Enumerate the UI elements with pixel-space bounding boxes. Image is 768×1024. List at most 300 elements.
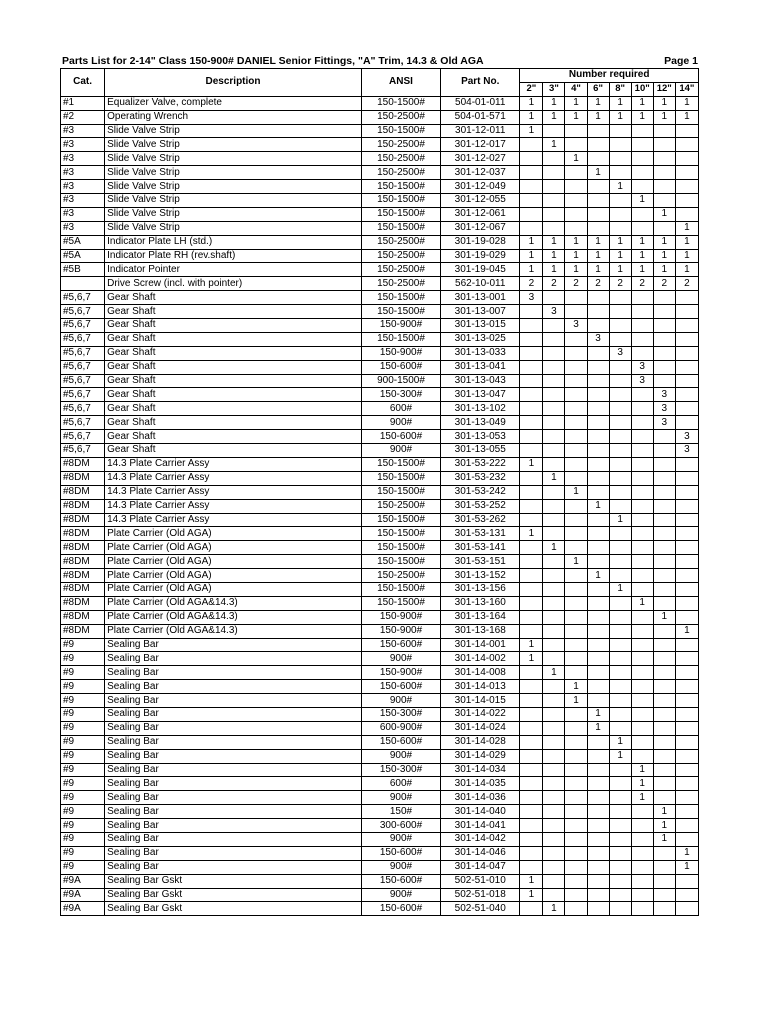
cell-qty-8in <box>609 485 631 499</box>
cell-qty-12in: 1 <box>653 96 675 110</box>
cell-description: Gear Shaft <box>105 360 362 374</box>
cell-ansi: 150-900# <box>361 346 440 360</box>
table-row <box>61 124 699 138</box>
cell-qty-12in: 3 <box>653 402 675 416</box>
cell-qty-8in <box>609 666 631 680</box>
cell-cat: #3 <box>61 207 105 221</box>
cell-qty-6in <box>587 138 609 152</box>
cell-qty-12in <box>653 902 675 916</box>
cell-qty-14in <box>675 124 698 138</box>
cell-qty-4in: 1 <box>565 485 587 499</box>
cell-qty-12in <box>653 638 675 652</box>
cell-qty-10in: 1 <box>631 777 653 791</box>
cell-description: Plate Carrier (Old AGA) <box>105 527 362 541</box>
cell-qty-4in <box>565 388 587 402</box>
cell-qty-3in: 1 <box>543 235 565 249</box>
cell-qty-8in <box>609 860 631 874</box>
cell-qty-12in <box>653 360 675 374</box>
cell-qty-14in <box>675 805 698 819</box>
cell-qty-2in <box>520 735 543 749</box>
cell-qty-14in <box>675 513 698 527</box>
table-row <box>61 291 699 305</box>
cell-qty-4in: 1 <box>565 110 587 124</box>
cell-qty-12in <box>653 721 675 735</box>
cell-qty-4in <box>565 888 587 902</box>
cell-part-no: 301-53-222 <box>441 457 520 471</box>
cell-qty-10in <box>631 707 653 721</box>
cell-qty-14in <box>675 346 698 360</box>
cell-qty-3in <box>543 791 565 805</box>
table-row <box>61 805 699 819</box>
cell-qty-3in <box>543 749 565 763</box>
cell-qty-4in <box>565 207 587 221</box>
cell-qty-6in <box>587 791 609 805</box>
cell-qty-8in <box>609 902 631 916</box>
cell-qty-14in <box>675 707 698 721</box>
cell-description: 14.3 Plate Carrier Assy <box>105 457 362 471</box>
cell-qty-14in <box>675 207 698 221</box>
cell-qty-6in <box>587 485 609 499</box>
cell-qty-12in <box>653 694 675 708</box>
cell-qty-14in <box>675 777 698 791</box>
header-size: 2" <box>520 82 543 96</box>
cell-ansi: 150-600# <box>361 846 440 860</box>
cell-qty-2in <box>520 569 543 583</box>
cell-qty-12in <box>653 555 675 569</box>
cell-ansi: 150-1500# <box>361 332 440 346</box>
cell-qty-8in <box>609 832 631 846</box>
cell-qty-8in <box>609 402 631 416</box>
cell-qty-6in <box>587 416 609 430</box>
header-part-no: Part No. <box>441 69 520 97</box>
cell-qty-12in: 1 <box>653 249 675 263</box>
cell-qty-2in <box>520 819 543 833</box>
cell-qty-4in <box>565 527 587 541</box>
cell-ansi: 900# <box>361 444 440 458</box>
cell-part-no: 301-14-034 <box>441 763 520 777</box>
cell-ansi: 900# <box>361 694 440 708</box>
cell-qty-6in <box>587 360 609 374</box>
cell-qty-14in <box>675 485 698 499</box>
cell-qty-10in <box>631 319 653 333</box>
cell-qty-6in <box>587 888 609 902</box>
cell-cat: #9 <box>61 805 105 819</box>
cell-qty-14in <box>675 874 698 888</box>
cell-qty-2in: 1 <box>520 96 543 110</box>
table-row <box>61 555 699 569</box>
cell-ansi: 150-600# <box>361 902 440 916</box>
cell-qty-4in <box>565 721 587 735</box>
cell-ansi: 150-1500# <box>361 207 440 221</box>
cell-ansi: 900# <box>361 749 440 763</box>
cell-ansi: 150-2500# <box>361 138 440 152</box>
cell-qty-6in <box>587 749 609 763</box>
table-row <box>61 638 699 652</box>
cell-description: Plate Carrier (Old AGA) <box>105 541 362 555</box>
cell-ansi: 150-2500# <box>361 249 440 263</box>
cell-qty-14in <box>675 832 698 846</box>
table-row <box>61 652 699 666</box>
table-row <box>61 96 699 110</box>
cell-qty-14in <box>675 652 698 666</box>
cell-qty-2in <box>520 152 543 166</box>
cell-qty-14in <box>675 735 698 749</box>
cell-qty-12in <box>653 194 675 208</box>
cell-qty-8in <box>609 541 631 555</box>
table-row <box>61 541 699 555</box>
cell-ansi: 150-2500# <box>361 152 440 166</box>
cell-qty-3in <box>543 513 565 527</box>
cell-part-no: 301-12-011 <box>441 124 520 138</box>
cell-qty-4in <box>565 860 587 874</box>
cell-qty-4in <box>565 430 587 444</box>
cell-part-no: 301-13-053 <box>441 430 520 444</box>
cell-qty-12in <box>653 152 675 166</box>
cell-qty-12in <box>653 624 675 638</box>
cell-qty-3in: 1 <box>543 666 565 680</box>
cell-qty-6in <box>587 805 609 819</box>
cell-qty-4in <box>565 444 587 458</box>
cell-description: Operating Wrench <box>105 110 362 124</box>
cell-qty-4in <box>565 346 587 360</box>
cell-qty-3in <box>543 430 565 444</box>
cell-qty-10in <box>631 541 653 555</box>
cell-qty-8in <box>609 166 631 180</box>
cell-qty-10in: 2 <box>631 277 653 291</box>
cell-description: Gear Shaft <box>105 319 362 333</box>
cell-qty-4in <box>565 180 587 194</box>
cell-qty-4in <box>565 735 587 749</box>
cell-qty-12in <box>653 374 675 388</box>
cell-qty-12in <box>653 124 675 138</box>
cell-qty-14in <box>675 582 698 596</box>
cell-description: Plate Carrier (Old AGA) <box>105 569 362 583</box>
cell-qty-3in <box>543 332 565 346</box>
cell-qty-6in <box>587 471 609 485</box>
cell-qty-10in <box>631 388 653 402</box>
cell-qty-10in: 1 <box>631 791 653 805</box>
cell-qty-3in <box>543 777 565 791</box>
cell-qty-2in <box>520 555 543 569</box>
cell-qty-2in <box>520 180 543 194</box>
cell-part-no: 301-53-262 <box>441 513 520 527</box>
cell-qty-10in <box>631 221 653 235</box>
cell-qty-6in <box>587 874 609 888</box>
cell-qty-6in <box>587 430 609 444</box>
cell-qty-12in <box>653 763 675 777</box>
table-row <box>61 596 699 610</box>
table-row <box>61 527 699 541</box>
cell-cat: #5,6,7 <box>61 291 105 305</box>
cell-cat: #8DM <box>61 527 105 541</box>
table-row <box>61 707 699 721</box>
cell-qty-14in <box>675 763 698 777</box>
cell-qty-8in <box>609 430 631 444</box>
cell-description: 14.3 Plate Carrier Assy <box>105 513 362 527</box>
cell-cat: #2 <box>61 110 105 124</box>
cell-qty-6in <box>587 860 609 874</box>
cell-cat: #9 <box>61 846 105 860</box>
cell-qty-12in: 1 <box>653 263 675 277</box>
cell-qty-4in <box>565 874 587 888</box>
cell-ansi: 900# <box>361 416 440 430</box>
cell-part-no: 301-14-047 <box>441 860 520 874</box>
table-row <box>61 388 699 402</box>
cell-description: Slide Valve Strip <box>105 194 362 208</box>
cell-qty-3in <box>543 207 565 221</box>
cell-qty-2in <box>520 763 543 777</box>
cell-qty-6in: 1 <box>587 569 609 583</box>
cell-qty-4in <box>565 471 587 485</box>
cell-qty-8in <box>609 638 631 652</box>
cell-qty-10in: 3 <box>631 374 653 388</box>
cell-ansi: 900-1500# <box>361 374 440 388</box>
cell-qty-3in <box>543 805 565 819</box>
cell-qty-4in: 1 <box>565 249 587 263</box>
cell-description: Gear Shaft <box>105 346 362 360</box>
cell-qty-4in <box>565 624 587 638</box>
cell-qty-4in <box>565 596 587 610</box>
cell-part-no: 301-53-141 <box>441 541 520 555</box>
cell-qty-8in <box>609 499 631 513</box>
cell-qty-4in: 1 <box>565 263 587 277</box>
cell-cat: #9 <box>61 694 105 708</box>
cell-cat: #8DM <box>61 541 105 555</box>
cell-qty-14in <box>675 152 698 166</box>
cell-qty-10in <box>631 444 653 458</box>
cell-qty-3in: 1 <box>543 110 565 124</box>
cell-part-no: 301-14-028 <box>441 735 520 749</box>
cell-cat: #8DM <box>61 499 105 513</box>
cell-qty-2in: 1 <box>520 457 543 471</box>
cell-qty-10in <box>631 805 653 819</box>
table-row <box>61 180 699 194</box>
cell-qty-12in <box>653 471 675 485</box>
cell-qty-3in <box>543 874 565 888</box>
cell-part-no: 301-13-007 <box>441 305 520 319</box>
cell-qty-6in <box>587 735 609 749</box>
cell-description: Sealing Bar <box>105 735 362 749</box>
cell-qty-8in <box>609 721 631 735</box>
cell-qty-3in: 1 <box>543 541 565 555</box>
header-ansi: ANSI <box>361 69 440 97</box>
cell-qty-3in <box>543 291 565 305</box>
cell-cat: #5,6,7 <box>61 388 105 402</box>
cell-qty-8in <box>609 332 631 346</box>
cell-part-no: 301-12-027 <box>441 152 520 166</box>
cell-qty-6in <box>587 777 609 791</box>
cell-qty-2in: 1 <box>520 235 543 249</box>
cell-qty-2in <box>520 832 543 846</box>
cell-qty-2in <box>520 694 543 708</box>
table-row <box>61 902 699 916</box>
cell-qty-14in <box>675 388 698 402</box>
cell-part-no: 301-13-001 <box>441 291 520 305</box>
cell-description: Sealing Bar <box>105 763 362 777</box>
cell-qty-4in <box>565 569 587 583</box>
table-row <box>61 860 699 874</box>
cell-qty-6in: 1 <box>587 235 609 249</box>
cell-qty-2in <box>520 485 543 499</box>
cell-cat: #9 <box>61 652 105 666</box>
cell-description: Slide Valve Strip <box>105 221 362 235</box>
cell-qty-12in <box>653 888 675 902</box>
table-row <box>61 457 699 471</box>
cell-qty-14in <box>675 888 698 902</box>
cell-qty-10in <box>631 680 653 694</box>
cell-qty-10in <box>631 332 653 346</box>
cell-qty-4in <box>565 805 587 819</box>
table-row <box>61 846 699 860</box>
cell-qty-6in <box>587 832 609 846</box>
cell-qty-6in: 1 <box>587 263 609 277</box>
cell-qty-3in <box>543 860 565 874</box>
cell-part-no: 301-53-242 <box>441 485 520 499</box>
table-row <box>61 610 699 624</box>
cell-qty-3in <box>543 694 565 708</box>
cell-cat: #5B <box>61 263 105 277</box>
cell-part-no: 301-13-043 <box>441 374 520 388</box>
cell-part-no: 301-12-037 <box>441 166 520 180</box>
cell-cat: #9 <box>61 721 105 735</box>
cell-qty-10in <box>631 721 653 735</box>
cell-qty-4in <box>565 846 587 860</box>
cell-part-no: 301-12-017 <box>441 138 520 152</box>
cell-qty-8in: 1 <box>609 263 631 277</box>
cell-ansi: 150-1500# <box>361 180 440 194</box>
cell-qty-14in <box>675 721 698 735</box>
cell-qty-12in <box>653 291 675 305</box>
cell-part-no: 301-14-042 <box>441 832 520 846</box>
cell-qty-12in <box>653 680 675 694</box>
cell-qty-2in <box>520 388 543 402</box>
cell-qty-4in <box>565 777 587 791</box>
cell-qty-2in <box>520 902 543 916</box>
cell-description: Slide Valve Strip <box>105 152 362 166</box>
cell-qty-3in <box>543 652 565 666</box>
cell-cat: #8DM <box>61 457 105 471</box>
cell-qty-3in: 1 <box>543 138 565 152</box>
cell-cat: #5A <box>61 249 105 263</box>
cell-part-no: 562-10-011 <box>441 277 520 291</box>
cell-qty-3in: 1 <box>543 471 565 485</box>
cell-qty-8in <box>609 791 631 805</box>
cell-qty-10in <box>631 819 653 833</box>
cell-qty-3in: 1 <box>543 902 565 916</box>
cell-qty-2in: 3 <box>520 291 543 305</box>
cell-description: Gear Shaft <box>105 430 362 444</box>
cell-qty-12in <box>653 652 675 666</box>
cell-qty-6in: 1 <box>587 110 609 124</box>
table-row <box>61 166 699 180</box>
cell-qty-8in <box>609 555 631 569</box>
cell-qty-10in <box>631 735 653 749</box>
cell-part-no: 301-53-232 <box>441 471 520 485</box>
cell-qty-14in: 1 <box>675 249 698 263</box>
cell-qty-6in <box>587 346 609 360</box>
cell-qty-4in <box>565 666 587 680</box>
cell-qty-2in <box>520 430 543 444</box>
cell-ansi: 150-1500# <box>361 457 440 471</box>
cell-qty-14in: 1 <box>675 846 698 860</box>
cell-ansi: 150-900# <box>361 610 440 624</box>
cell-qty-4in <box>565 402 587 416</box>
cell-description: Sealing Bar <box>105 680 362 694</box>
cell-qty-14in: 1 <box>675 110 698 124</box>
cell-part-no: 301-14-013 <box>441 680 520 694</box>
cell-qty-3in <box>543 680 565 694</box>
cell-qty-3in: 1 <box>543 96 565 110</box>
cell-ansi: 150-1500# <box>361 541 440 555</box>
cell-part-no: 301-14-008 <box>441 666 520 680</box>
cell-qty-6in <box>587 819 609 833</box>
cell-qty-6in <box>587 624 609 638</box>
cell-part-no: 301-19-029 <box>441 249 520 263</box>
cell-qty-8in: 1 <box>609 582 631 596</box>
cell-qty-12in <box>653 582 675 596</box>
cell-qty-14in <box>675 291 698 305</box>
cell-ansi: 150-600# <box>361 680 440 694</box>
cell-qty-8in <box>609 416 631 430</box>
cell-description: Slide Valve Strip <box>105 124 362 138</box>
cell-qty-10in: 1 <box>631 249 653 263</box>
cell-qty-6in <box>587 180 609 194</box>
cell-ansi: 150-900# <box>361 624 440 638</box>
cell-cat <box>61 277 105 291</box>
cell-qty-8in <box>609 124 631 138</box>
cell-qty-8in <box>609 291 631 305</box>
cell-qty-4in <box>565 194 587 208</box>
cell-qty-8in <box>609 360 631 374</box>
cell-qty-4in <box>565 138 587 152</box>
cell-qty-10in <box>631 624 653 638</box>
cell-qty-6in <box>587 291 609 305</box>
cell-qty-2in <box>520 777 543 791</box>
cell-qty-2in <box>520 319 543 333</box>
cell-qty-3in <box>543 721 565 735</box>
title-bar <box>62 55 698 68</box>
cell-qty-8in <box>609 707 631 721</box>
cell-qty-3in <box>543 624 565 638</box>
cell-qty-2in <box>520 471 543 485</box>
cell-qty-2in <box>520 360 543 374</box>
cell-qty-6in <box>587 152 609 166</box>
cell-qty-3in: 2 <box>543 277 565 291</box>
cell-qty-8in <box>609 374 631 388</box>
cell-qty-4in <box>565 416 587 430</box>
cell-part-no: 301-19-028 <box>441 235 520 249</box>
cell-qty-10in <box>631 666 653 680</box>
cell-description: Slide Valve Strip <box>105 180 362 194</box>
cell-qty-14in <box>675 416 698 430</box>
cell-qty-6in <box>587 444 609 458</box>
cell-cat: #8DM <box>61 513 105 527</box>
cell-qty-8in <box>609 457 631 471</box>
cell-ansi: 150-1500# <box>361 471 440 485</box>
cell-qty-12in <box>653 874 675 888</box>
cell-qty-4in: 1 <box>565 555 587 569</box>
cell-qty-10in <box>631 582 653 596</box>
cell-qty-2in <box>520 721 543 735</box>
cell-part-no: 301-53-131 <box>441 527 520 541</box>
table-row <box>61 360 699 374</box>
cell-qty-8in: 1 <box>609 249 631 263</box>
cell-qty-2in: 1 <box>520 124 543 138</box>
cell-qty-3in <box>543 832 565 846</box>
cell-description: Slide Valve Strip <box>105 138 362 152</box>
cell-qty-14in <box>675 638 698 652</box>
cell-qty-12in: 1 <box>653 832 675 846</box>
